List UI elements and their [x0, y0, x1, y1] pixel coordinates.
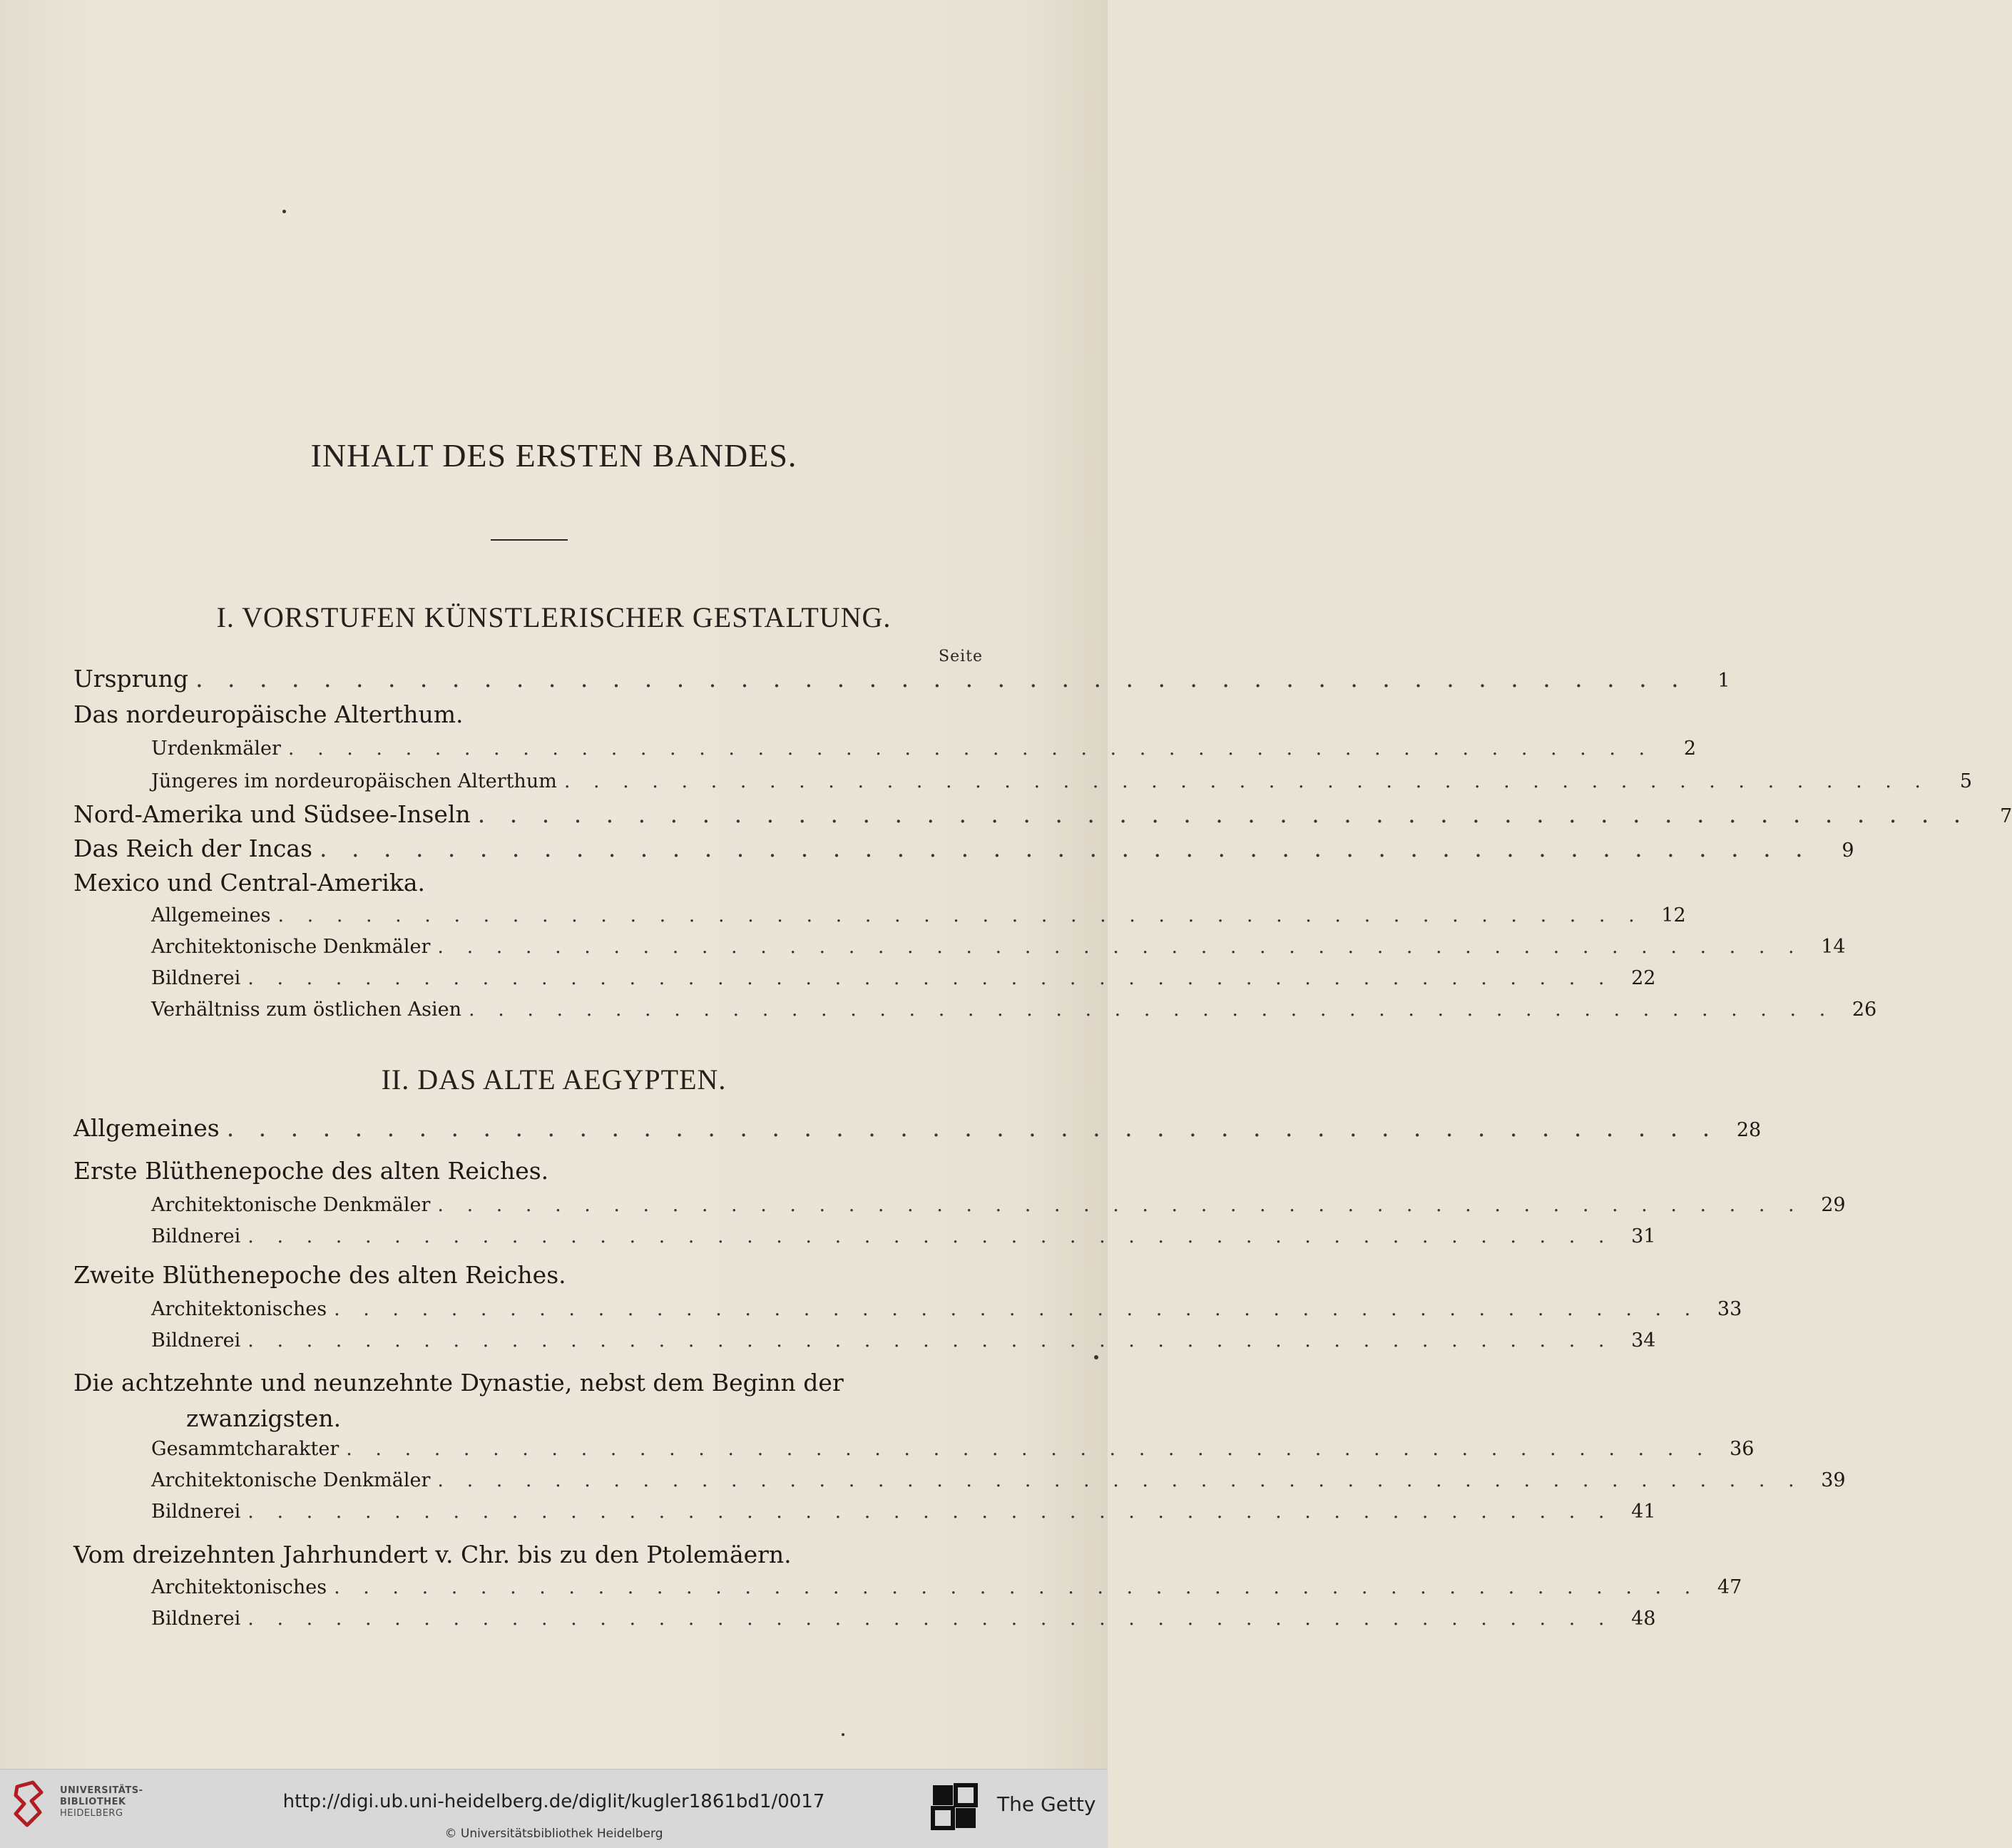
toc-entry[interactable] — [151, 1298, 1742, 1329]
dot-leader: . . . . . . . . . . . . . . . . . . . . . . . . . . . . . . . . . . . . . . . . . . . . . . . — [437, 1469, 1803, 1491]
dot-leader: . . . . . . . . . . . . . . . . . . . . . . . . . . . . . . . . . . . . . . . . . . . . . . . — [477, 800, 1970, 828]
toc-entry[interactable] — [151, 1608, 1656, 1639]
toc-entry[interactable] — [73, 834, 1854, 869]
seite-label: Seite — [939, 648, 983, 665]
library-name-line: BIBLIOTHEK — [60, 1797, 126, 1807]
toc-page-number: 2 — [1683, 737, 1697, 760]
toc-entry-label: Bildnerei — [151, 1225, 241, 1247]
toc-entry[interactable] — [151, 1225, 1656, 1257]
toc-entry[interactable] — [151, 1501, 1656, 1532]
toc-page-number: 14 — [1821, 936, 1846, 958]
toc-entry-label: Gesammtcharakter — [151, 1438, 339, 1460]
dot-leader: . . . . . . . . . . . . . . . . . . . . . . . . . . . . . . . . . . . . . . . . . . . . . . . — [334, 1298, 1700, 1320]
toc-page-number: 7 — [2000, 805, 2012, 827]
toc-group-heading[interactable]: Das nordeuropäische Alterthum. — [73, 700, 464, 728]
toc-page-number: 12 — [1661, 904, 1686, 926]
dot-leader: . . . . . . . . . . . . . . . . . . . . . . . . . . . . . . . . . . . . . . . . . . . . . . . — [226, 1114, 1719, 1142]
toc-entry-label: Allgemeines — [151, 904, 271, 926]
dot-leader: . . . . . . . . . . . . . . . . . . . . . . . . . . . . . . . . . . . . . . . . . . . . . . . — [247, 967, 1613, 989]
toc-entry[interactable] — [151, 1576, 1742, 1608]
dot-leader: . . . . . . . . . . . . . . . . . . . . . . . . . . . . . . . . . . . . . . . . . . . . . . . — [247, 1608, 1613, 1630]
toc-page-number: 41 — [1631, 1501, 1656, 1523]
section-heading-2: II. DAS ALTE AEGYPTEN. — [381, 1063, 727, 1096]
toc-entry[interactable] — [151, 1194, 1846, 1225]
toc-entry-label: Allgemeines — [73, 1114, 220, 1142]
toc-entry[interactable] — [73, 1114, 1762, 1148]
dot-leader: . . . . . . . . . . . . . . . . . . . . . . . . . . . . . . . . . . . . . . . . . . . . . . . — [195, 665, 1687, 693]
dot-leader: . . . . . . . . . . . . . . . . . . . . . . . . . . . . . . . . . . . . . . . . . . . . . . . — [334, 1576, 1700, 1598]
toc-group-heading[interactable] — [73, 1365, 919, 1436]
toc-entry-label: Bildnerei — [151, 1501, 241, 1523]
library-name-line: UNIVERSITÄTS- — [60, 1785, 143, 1796]
toc-page-number: 28 — [1736, 1119, 1762, 1141]
dot-leader: . . . . . . . . . . . . . . . . . . . . . . . . . . . . . . . . . . . . . . . . . . . . . . . — [287, 737, 1654, 760]
toc-page-number: 1 — [1717, 670, 1730, 692]
toc-page-number: 22 — [1631, 967, 1656, 989]
toc-entry[interactable] — [151, 770, 1972, 802]
toc-page-number: 9 — [1842, 839, 1854, 862]
permalink-url[interactable]: http://digi.ub.uni-heidelberg.de/diglit/kugler1861bd1/0017 — [282, 1791, 825, 1812]
section-heading-1: I. VORSTUFEN KÜNSTLERISCHER GESTALTUNG. — [216, 601, 892, 633]
toc-page-number: 31 — [1631, 1225, 1656, 1247]
toc-page-number: 36 — [1730, 1438, 1755, 1460]
toc-entry[interactable] — [151, 999, 1877, 1030]
toc-entry-label: Bildnerei — [151, 1329, 241, 1352]
toc-entry-label: Das Reich der Incas — [73, 834, 313, 862]
toc-entry[interactable] — [73, 800, 2012, 834]
toc-entry[interactable] — [151, 1438, 1755, 1469]
copyright-notice: © Universitätsbibliothek Heidelberg — [444, 1827, 663, 1841]
toc-entry-label: Architektonisches — [151, 1298, 327, 1320]
book-title: INHALT DES ERSTEN BANDES. — [310, 437, 797, 474]
toc-entry-label: Architektonische Denkmäler — [151, 1469, 431, 1491]
toc-entry-continuation: zwanzigsten. — [186, 1404, 342, 1432]
toc-page-number: 29 — [1821, 1194, 1846, 1216]
toc-entry-label: Bildnerei — [151, 967, 241, 989]
toc-page-number: 34 — [1631, 1329, 1656, 1352]
toc-group-heading[interactable]: Mexico und Central-Amerika. — [73, 869, 426, 897]
toc-entry-label: Architektonische Denkmäler — [151, 936, 431, 958]
toc-page-number: 39 — [1821, 1469, 1846, 1491]
toc-page-number: 33 — [1717, 1298, 1742, 1320]
toc-entry-label: Urdenkmäler — [151, 737, 281, 760]
toc-page-number: 47 — [1717, 1576, 1742, 1598]
toc-entry[interactable] — [151, 936, 1846, 967]
getty-name: The Getty — [997, 1792, 1096, 1816]
toc-entry[interactable] — [73, 665, 1730, 699]
dot-leader: . . . . . . . . . . . . . . . . . . . . . . . . . . . . . . . . . . . . . . . . . . . . . . . — [320, 834, 1812, 862]
title-divider — [491, 539, 568, 541]
dot-leader: . . . . . . . . . . . . . . . . . . . . . . . . . . . . . . . . . . . . . . . . . . . . . . . — [437, 1194, 1803, 1216]
dot-leader: . . . . . . . . . . . . . . . . . . . . . . . . . . . . . . . . . . . . . . . . . . . . . . . — [247, 1225, 1613, 1247]
dot-leader: . . . . . . . . . . . . . . . . . . . . . . . . . . . . . . . . . . . . . . . . . . . . . . . — [247, 1329, 1613, 1352]
toc-entry-label: Bildnerei — [151, 1608, 241, 1630]
toc-page-number: 48 — [1631, 1608, 1656, 1630]
toc-entry-label: Die achtzehnte und neunzehnte Dynastie, nebst dem Beginn der — [73, 1369, 844, 1397]
dot-leader: . . . . . . . . . . . . . . . . . . . . . . . . . . . . . . . . . . . . . . . . . . . . . . . — [247, 1501, 1613, 1523]
viewer-footer — [0, 1769, 1108, 1848]
toc-group-heading[interactable]: Vom dreizehnten Jahrhundert v. Chr. bis zu den Ptolemäern. — [73, 1541, 792, 1568]
dot-leader: . . . . . . . . . . . . . . . . . . . . . . . . . . . . . . . . . . . . . . . . . . . . . . . — [277, 904, 1643, 926]
library-name-line: HEIDELBERG — [60, 1808, 123, 1819]
toc-entry[interactable] — [151, 967, 1656, 999]
dot-leader: . . . . . . . . . . . . . . . . . . . . . . . . . . . . . . . . . . . . . . . . . . . . . . . — [346, 1438, 1712, 1460]
toc-entry-label: Architektonische Denkmäler — [151, 1194, 431, 1216]
toc-entry[interactable] — [151, 1329, 1656, 1361]
toc-page-number: 26 — [1852, 999, 1877, 1021]
toc-entry-label: Jüngeres im nordeuropäischen Alterthum — [151, 770, 557, 792]
getty-logo-icon — [931, 1784, 977, 1834]
toc-group-heading[interactable]: Zweite Blüthenepoche des alten Reiches. — [73, 1261, 566, 1289]
toc-entry-label: Verhältniss zum östlichen Asien — [151, 999, 462, 1021]
toc-entry[interactable] — [151, 904, 1686, 936]
toc-entry-label: Architektonisches — [151, 1576, 327, 1598]
paper-speck — [1094, 1355, 1098, 1359]
dot-leader: . . . . . . . . . . . . . . . . . . . . . . . . . . . . . . . . . . . . . . . . . . . . . . . — [437, 936, 1803, 958]
toc-entry-label: Ursprung — [73, 665, 189, 693]
paper-speck — [282, 210, 286, 213]
toc-entry[interactable] — [151, 1469, 1846, 1501]
toc-page-number: 5 — [1959, 770, 1972, 792]
toc-entry-label: Nord-Amerika und Südsee-Inseln — [73, 800, 471, 828]
toc-group-heading[interactable]: Erste Blüthenepoche des alten Reiches. — [73, 1157, 549, 1185]
paper-speck — [842, 1733, 844, 1736]
dot-leader: . . . . . . . . . . . . . . . . . . . . . . . . . . . . . . . . . . . . . . . . . . . . . . . — [563, 770, 1929, 792]
dot-leader: . . . . . . . . . . . . . . . . . . . . . . . . . . . . . . . . . . . . . . . . . . . . . . . — [469, 999, 1834, 1021]
toc-entry[interactable] — [151, 737, 1697, 769]
